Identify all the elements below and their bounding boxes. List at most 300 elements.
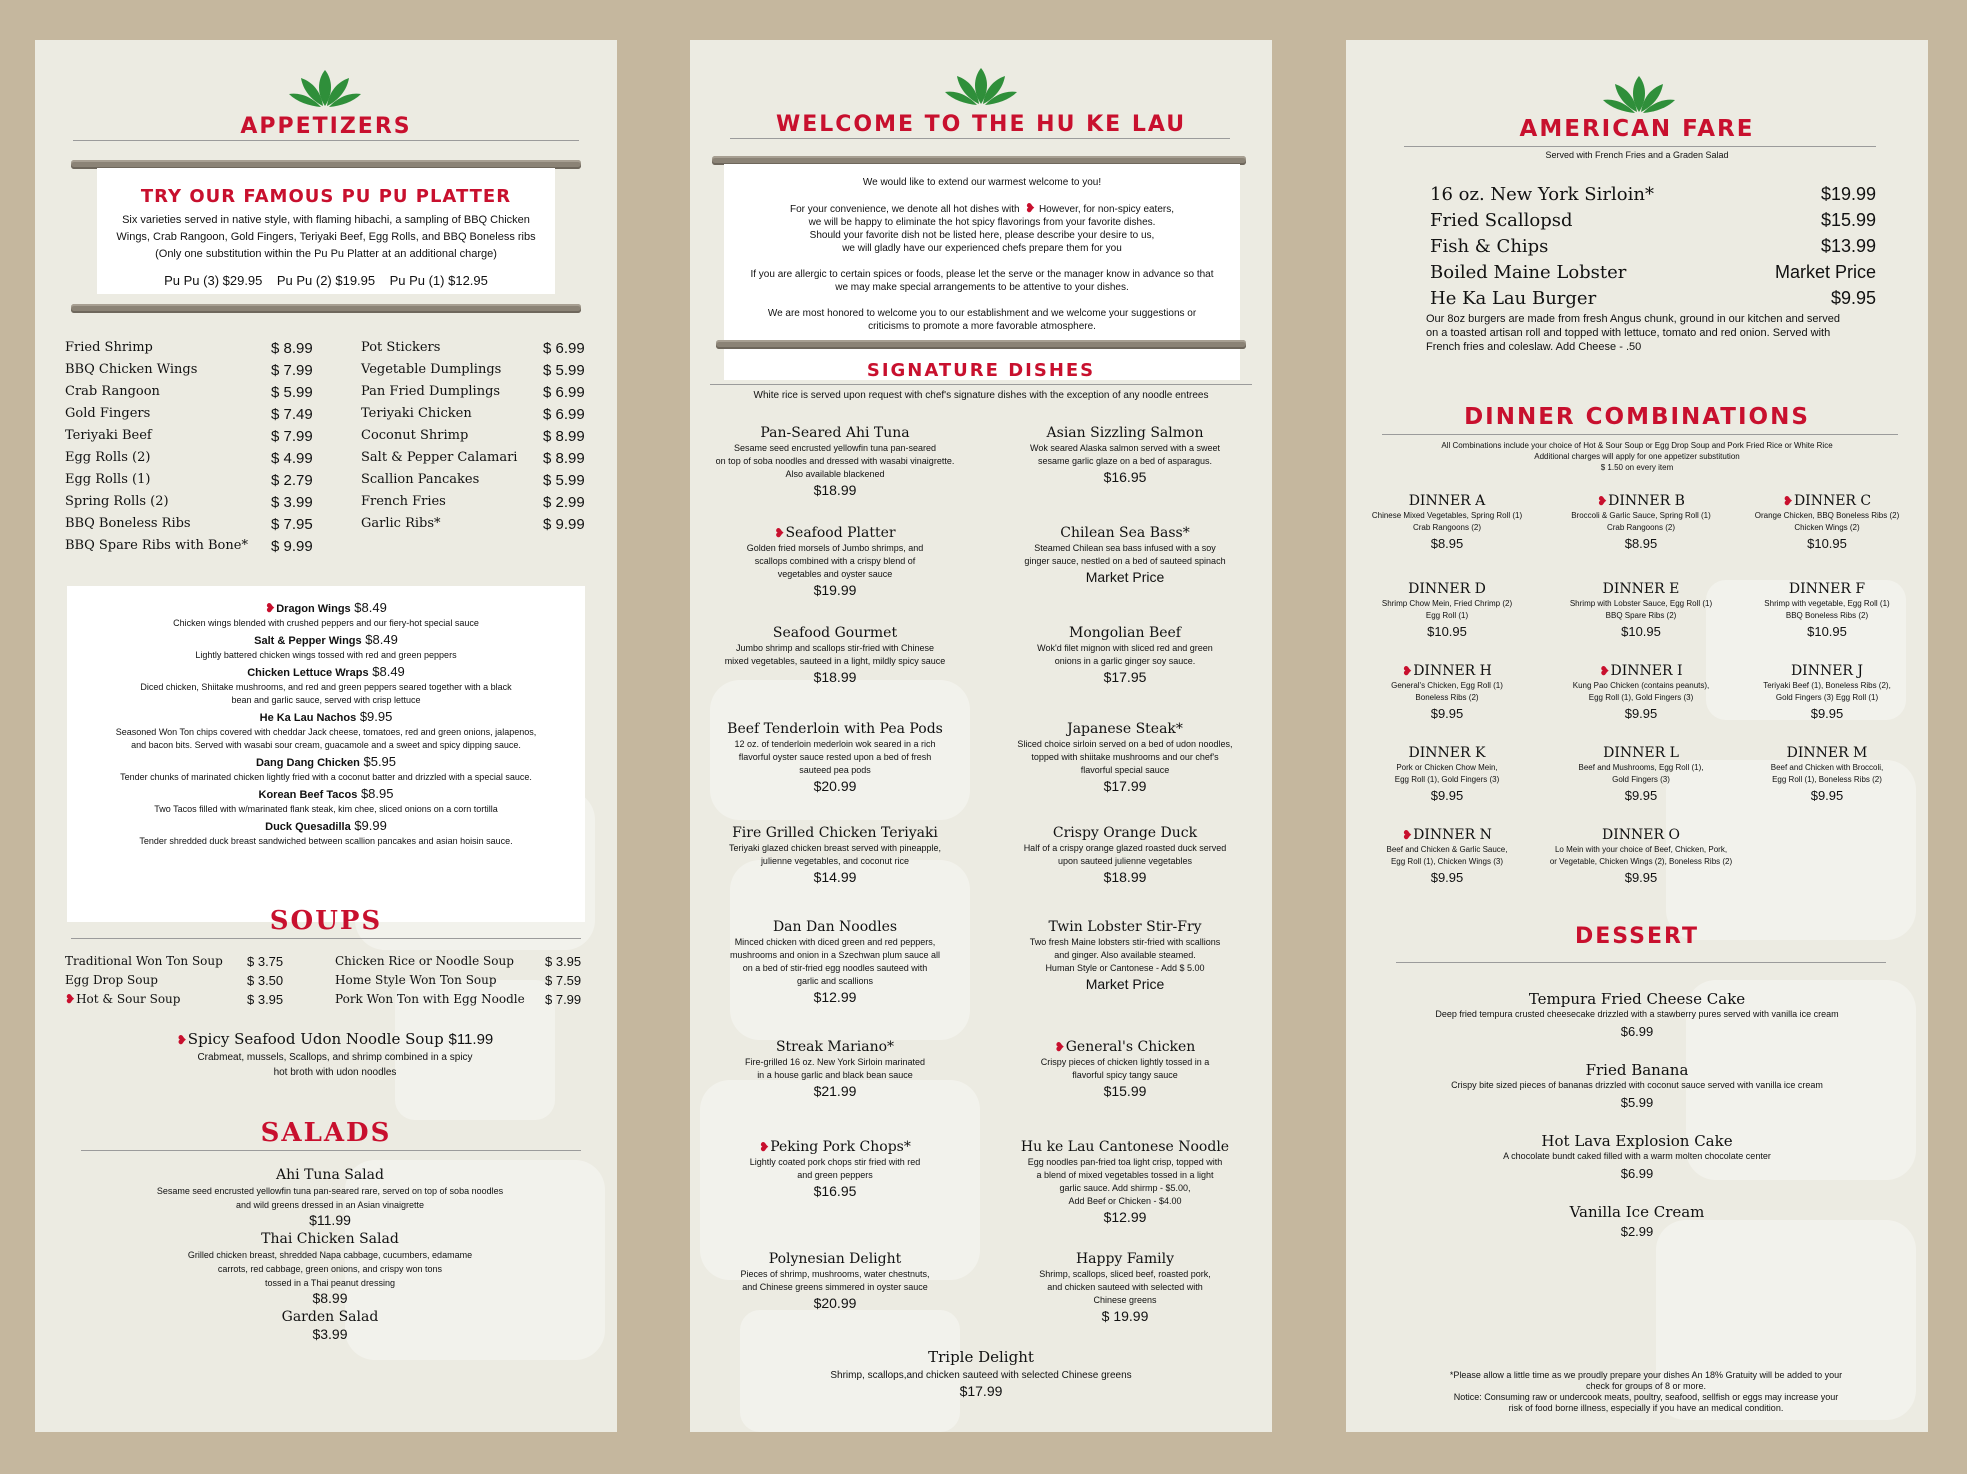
signature-dish-left <box>690 1250 980 1312</box>
dessert-price: $2.99 <box>1620 1224 1654 1239</box>
welcome-line: we will gladly have our experienced chefs prepare them for you <box>842 243 1122 254</box>
dessert-desc: A chocolate bundt caked filled with a warm molten chocolate center <box>1503 1151 1771 1161</box>
salad-name: Ahi Tuna Salad <box>276 1167 384 1183</box>
appetizer-name: Coconut Shrimp <box>361 428 469 443</box>
dish-desc: mixed vegetables, sauteed in a light, mildly spicy sauce <box>724 656 946 666</box>
chili-pepper-icon: ❥ <box>65 992 76 1006</box>
dish-desc: vegetables and oyster sauce <box>777 569 893 579</box>
divider <box>81 1150 581 1151</box>
salad-desc: carrots, red cabbage, green onions, and crispy won tons <box>217 1264 443 1274</box>
chili-pepper-icon: ❥ <box>1597 494 1608 508</box>
american-item-name: Fried Scallopsd <box>1430 210 1573 231</box>
american-item-name: Fish & Chips <box>1430 236 1549 257</box>
special-name: Dang Dang Chicken <box>255 757 360 769</box>
leaf-logo-icon <box>287 70 363 108</box>
dish-desc: onions in a garlic ginger soy sauce. <box>1054 656 1196 666</box>
footer-notice <box>1396 1370 1896 1414</box>
appetizer-name: Scallion Pancakes <box>361 472 480 487</box>
dinner-title: DINNER COMBINATIONS <box>1464 404 1810 430</box>
footer-line: risk of food borne illness, especially if you have an medical condition. <box>1508 1403 1784 1413</box>
dinner-name <box>1352 580 1542 598</box>
dessert-price: $5.99 <box>1620 1095 1654 1110</box>
dish-desc: Chinese greens <box>1093 1295 1157 1305</box>
dinner-desc: General's Chicken, Egg Roll (1) <box>1391 681 1503 690</box>
dinner-title: DINNER O <box>1602 827 1680 843</box>
dish-name <box>690 720 980 738</box>
dinner-desc: Beef and Chicken & Garlic Sauce, <box>1386 845 1508 854</box>
dinner-combo <box>1352 492 1542 554</box>
dish-desc: and ginger. Also available steamed. <box>1054 950 1196 960</box>
special-desc: Diced chicken, Shiitake mushrooms, and red and green peppers seared together with a black <box>140 682 512 692</box>
dish-desc: flavorful oyster sauce rested upon a bed of fresh <box>738 752 932 762</box>
dessert-name: Hot Lava Explosion Cake <box>1541 1132 1733 1150</box>
dish-name <box>980 424 1270 442</box>
dish-title: Seafood Platter <box>785 525 896 541</box>
dish-title: General's Chicken <box>1065 1039 1196 1055</box>
special-title <box>67 600 585 617</box>
udon-name: Spicy Seafood Udon Noodle Soup <box>187 1030 444 1048</box>
dinner-name <box>1352 826 1542 844</box>
dinner-title: DINNER M <box>1786 745 1868 761</box>
welcome-text <box>724 176 1240 333</box>
divider <box>1396 962 1886 963</box>
special-item <box>67 818 585 848</box>
triple-price: $17.99 <box>959 1383 1003 1399</box>
appetizer-name: Salt & Pepper Calamari <box>361 450 518 465</box>
dish-desc: flavorful special sauce <box>1080 765 1170 775</box>
dish-name <box>980 524 1270 542</box>
dinner-title: DINNER L <box>1603 745 1679 761</box>
american-item-name: Boiled Maine Lobster <box>1430 262 1627 283</box>
dish-name <box>690 1250 980 1268</box>
dish-desc: scallops combined with a crispy blend of <box>754 556 916 566</box>
dinner-price: $10.95 <box>1807 624 1847 639</box>
dinner-name <box>1546 580 1736 598</box>
dish-desc: Sliced choice sirloin served on a bed of udon noodles, <box>1017 739 1233 749</box>
dinner-note-line: All Combinations include your choice of Hot & Sour Soup or Egg Drop Soup and Pork Fried Rice or White Rice <box>1441 441 1833 450</box>
signature-dish-right <box>980 624 1270 686</box>
dessert-list <box>1346 990 1928 1261</box>
dish-desc: Lightly coated pork chops stir fried with red <box>749 1157 921 1167</box>
dessert-item <box>1346 1132 1928 1185</box>
chili-pepper-icon: ❥ <box>1054 1040 1065 1054</box>
dinner-desc: BBQ Boneless Ribs (2) <box>1785 611 1869 620</box>
dinner-desc: BBQ Spare Ribs (2) <box>1605 611 1677 620</box>
special-title <box>67 754 585 771</box>
dish-desc: sauteed pea pods <box>799 765 871 775</box>
dinner-combo <box>1352 662 1542 724</box>
appetizer-price: $ 2.79 <box>271 472 313 489</box>
dish-name <box>980 720 1270 738</box>
dish-name <box>690 1038 980 1056</box>
dish-price: Market Price <box>1085 569 1165 585</box>
special-price: $9.99 <box>350 818 387 833</box>
soups-title: SOUPS <box>269 906 383 936</box>
udon-desc-2: hot broth with udon noodles <box>273 1067 397 1078</box>
dish-desc: in a house garlic and black bean sauce <box>757 1070 913 1080</box>
special-price: $8.49 <box>350 600 387 615</box>
salad-price: $3.99 <box>312 1326 348 1342</box>
soup-name <box>65 954 223 968</box>
dinner-combo <box>1732 662 1922 724</box>
special-price: $8.49 <box>361 632 398 647</box>
dish-title: Hu ke Lau Cantonese Noodle <box>1020 1139 1230 1155</box>
dinner-combo <box>1732 580 1922 642</box>
appetizer-name: Gold Fingers <box>65 406 151 421</box>
dinner-price: $9.95 <box>1810 706 1844 721</box>
dinner-note-line: Additional charges will apply for one appetizer substitution <box>1534 452 1740 461</box>
american-item-price: $19.99 <box>1820 184 1876 204</box>
dish-desc: Fire-grilled 16 oz. New York Sirloin marinated <box>744 1057 926 1067</box>
welcome-line: We are most honored to welcome you to our establishment and we welcome your suggestions or <box>767 308 1197 319</box>
soup-name: Pork Won Ton with Egg Noodle <box>335 992 525 1006</box>
appetizer-name: Garlic Ribs* <box>361 516 441 531</box>
dinner-title: DINNER D <box>1408 581 1486 597</box>
appetizer-price: $ 8.99 <box>543 428 585 445</box>
chili-pepper-icon: ❥ <box>1025 201 1036 215</box>
footer-line: Notice: Consuming raw or undercook meats, poultry, seafood, sellfish or eggs may increase your <box>1453 1392 1839 1402</box>
appetizers-panel <box>35 40 617 1432</box>
salad-desc: tossed in a Thai peanut dressing <box>265 1278 395 1288</box>
special-desc: bean and garlic sauce, served with crisp lettuce <box>231 695 421 705</box>
dinner-price: $9.95 <box>1430 706 1464 721</box>
soup-price: $ 3.50 <box>247 973 284 988</box>
burger-desc-line: French fries and coleslaw. Add Cheese - .50 <box>1426 341 1642 353</box>
platter-line-2: Wings, Crab Rangoon, Gold Fingers, Teriyaki Beef, Egg Rolls, and BBQ Boneless ribs <box>116 231 536 243</box>
dish-desc: and chicken sauteed with selected with <box>1047 1282 1203 1292</box>
appetizer-price: $ 7.49 <box>271 406 313 423</box>
dish-price: $21.99 <box>813 1083 857 1099</box>
dish-desc: sesame garlic glaze on a bed of asparagus. <box>1037 456 1213 466</box>
dinner-price: $9.95 <box>1430 788 1464 803</box>
dinner-desc: Crab Rangoons (2) <box>1412 523 1482 532</box>
special-name: Salt & Pepper Wings <box>254 635 362 647</box>
dish-desc: Wok'd filet mignon with sliced red and green <box>1037 643 1213 653</box>
dish-desc: Pieces of shrimp, mushrooms, water chestnuts, <box>740 1269 930 1279</box>
soup-name <box>65 973 158 987</box>
platter-line-1: Six varieties served in native style, with flaming hibachi, a sampling of BBQ Chicken <box>122 214 530 226</box>
soup-label: Traditional Won Ton Soup <box>65 954 223 968</box>
dish-price: $12.99 <box>813 989 857 1005</box>
chili-pepper-icon: ❥ <box>1402 664 1413 678</box>
dinner-desc: Boneless Ribs (2) <box>1415 693 1479 702</box>
dinner-combo <box>1732 492 1922 554</box>
dinner-name <box>1732 580 1922 598</box>
dish-name <box>690 624 980 642</box>
appetizer-price: $ 8.99 <box>271 340 313 357</box>
triple-delight <box>690 1348 1272 1399</box>
bamboo-bar <box>71 304 581 313</box>
special-title <box>67 664 585 681</box>
dinner-desc: Shrimp Chow Mein, Fried Chrimp (2) <box>1381 599 1513 608</box>
signature-dish-right <box>980 1250 1270 1325</box>
dish-desc: 12 oz. of tenderloin mederloin wok seared in a rich <box>734 739 936 749</box>
dish-desc: Human Style or Cantonese - Add $ 5.00 <box>1045 963 1205 973</box>
dinner-name <box>1546 826 1736 844</box>
appetizer-price: $ 5.99 <box>543 362 585 379</box>
dinner-combo <box>1352 826 1542 888</box>
welcome-line <box>724 255 1240 268</box>
dish-title: Pan-Seared Ahi Tuna <box>760 425 910 441</box>
special-name: Duck Quesadilla <box>265 821 351 833</box>
chili-pepper-icon: ❥ <box>759 1140 770 1154</box>
special-name: Chicken Lettuce Wraps <box>247 667 369 679</box>
welcome-line <box>724 202 1240 216</box>
dinner-desc: Lo Mein with your choice of Beef, Chicken, Pork, <box>1554 845 1728 854</box>
dinner-price: $9.95 <box>1624 870 1658 885</box>
american-note: Served with French Fries and a Graden Salad <box>1545 150 1729 160</box>
dish-name <box>980 624 1270 642</box>
divider <box>1404 146 1876 147</box>
dinner-name <box>1546 744 1736 762</box>
salad-price: $11.99 <box>309 1212 351 1228</box>
dinner-combo <box>1546 662 1736 724</box>
soup-price: $ 3.75 <box>247 954 284 969</box>
platter-title: TRY OUR FAMOUS PU PU PLATTER <box>140 186 512 207</box>
signature-dish-left <box>690 720 980 795</box>
special-price: $9.95 <box>356 709 393 724</box>
dish-desc: on a bed of stir-fried egg noodles sauteed with <box>742 963 928 973</box>
dessert-item <box>1346 1203 1928 1243</box>
leaf-logo-icon <box>943 68 1019 106</box>
dish-title: Crispy Orange Duck <box>1052 825 1198 841</box>
dessert-name: Fried Banana <box>1585 1061 1689 1079</box>
salad-desc: Grilled chicken breast, shredded Napa cabbage, cucumbers, edamame <box>187 1250 473 1260</box>
appetizer-price: $ 7.95 <box>271 516 313 533</box>
salad-desc: and wild greens dressed in an Asian vinaigrette <box>235 1200 425 1210</box>
dish-name <box>980 1038 1270 1056</box>
signature-dish-right <box>980 1138 1270 1226</box>
special-price: $5.95 <box>359 754 397 769</box>
dish-price: $20.99 <box>813 1295 857 1311</box>
dish-desc: and Chinese greens simmered in oyster sauce <box>742 1282 928 1292</box>
american-title: AMERICAN FARE <box>1519 116 1755 142</box>
dish-price: Market Price <box>1085 976 1165 992</box>
dish-desc: Half of a crispy orange glazed roasted duck served <box>1023 843 1227 853</box>
american-item-price: $13.99 <box>1820 236 1876 256</box>
dinner-desc: Chinese Mixed Vegetables, Spring Roll (1) <box>1371 511 1523 520</box>
appetizer-name: Fried Shrimp <box>65 340 153 355</box>
dish-price: $14.99 <box>813 869 857 885</box>
dinner-name <box>1352 662 1542 680</box>
dinner-title: DINNER A <box>1408 493 1486 509</box>
dessert-name: Tempura Fried Cheese Cake <box>1528 990 1746 1008</box>
soup-price: $ 3.95 <box>545 954 582 969</box>
dish-desc: Steamed Chilean sea bass infused with a soy <box>1034 543 1216 553</box>
special-item <box>67 632 585 662</box>
chili-pepper-icon: ❥ <box>1599 664 1610 678</box>
appetizer-price: $ 2.99 <box>543 494 585 511</box>
dish-desc: Golden fried morsels of Jumbo shrimps, and <box>746 543 924 553</box>
dish-title: Fire Grilled Chicken Teriyaki <box>732 825 938 841</box>
appetizer-price: $ 6.99 <box>543 406 585 423</box>
dish-desc: upon sauteed julienne vegetables <box>1057 856 1193 866</box>
chili-pepper-icon: ❥ <box>1782 494 1793 508</box>
appetizer-name: BBQ Chicken Wings <box>65 362 198 377</box>
special-desc: and bacon bits. Served with wasabi sour cream, guacamole and a sweet and spicy dipping sauce. <box>131 740 521 750</box>
dessert-price: $6.99 <box>1620 1166 1654 1181</box>
dessert-item <box>1346 1061 1928 1114</box>
salad-name: Garden Salad <box>281 1309 379 1325</box>
special-price: $8.49 <box>368 664 405 679</box>
dinner-desc: Shrimp with vegetable, Egg Roll (1) <box>1764 599 1890 608</box>
dinner-price: $10.95 <box>1621 624 1661 639</box>
dish-title: Dan Dan Noodles <box>772 919 898 935</box>
appetizer-name: Egg Rolls (1) <box>65 472 151 487</box>
dish-desc: Wok seared Alaska salmon served with a sweet <box>1030 443 1220 453</box>
soup-label: Hot & Sour Soup <box>76 992 181 1006</box>
dessert-desc: Deep fried tempura crusted cheesecake drizzled with a stawberry pures served with vanilla ice cream <box>1435 1009 1839 1019</box>
appetizer-name: French Fries <box>361 494 446 509</box>
divider <box>710 384 1252 385</box>
dinner-desc: Egg Roll (1), Boneless Ribs (2) <box>1772 775 1882 784</box>
dish-price: $18.99 <box>813 669 857 685</box>
udon-item <box>95 1030 575 1079</box>
special-desc: Tender chunks of marinated chicken lightly fried with a coconut batter and drizzled with a special sauce. <box>120 772 532 782</box>
dish-title: Mongolian Beef <box>1069 625 1181 641</box>
salad-desc: Sesame seed encrusted yellowfin tuna pan-seared rare, served on top of soba noodles <box>156 1186 504 1196</box>
welcome-line: We would like to extend our warmest welcome to you! <box>862 177 1102 188</box>
special-desc: Seasoned Won Ton chips covered with cheddar Jack cheese, tomatoes, red and green onions, jalapenos, <box>115 727 537 737</box>
welcome-line: If you are allergic to certain spices or foods, please let the serve or the manager know in advance so that <box>750 269 1214 280</box>
special-price: $8.95 <box>357 786 394 801</box>
special-title <box>67 709 585 726</box>
dish-desc: Add Beef or Chicken - $4.00 <box>1068 1196 1182 1206</box>
dish-price: $16.95 <box>813 1183 857 1199</box>
dinner-name <box>1732 662 1922 680</box>
welcome-panel <box>690 40 1272 1432</box>
special-item <box>67 600 585 630</box>
chili-pepper-icon: ❥ <box>774 526 785 540</box>
dinner-name <box>1352 744 1542 762</box>
dish-desc: Minced chicken with diced green and red peppers, <box>734 937 936 947</box>
appetizer-name: Pot Stickers <box>361 340 441 355</box>
dinner-desc: Pork or Chicken Chow Mein, <box>1396 763 1498 772</box>
special-desc: Two Tacos filled with w/marinated flank steak, kim chee, sliced onions on a corn tortilla <box>154 804 498 814</box>
dinner-combo <box>1732 744 1922 806</box>
chili-pepper-icon: ❥ <box>265 601 276 615</box>
dish-desc: flavorful spicy tangy sauce <box>1072 1070 1178 1080</box>
divider <box>1382 434 1898 435</box>
dish-desc: topped with shiitake mushrooms and our chef's <box>1031 752 1219 762</box>
dinner-desc: Chicken Wings (2) <box>1794 523 1860 532</box>
signature-dish-left <box>690 524 980 599</box>
dinner-price: $8.95 <box>1624 536 1658 551</box>
dinner-name <box>1732 492 1922 510</box>
dinner-desc: Teriyaki Beef (1), Boneless Ribs (2), <box>1763 681 1891 690</box>
salad-item <box>65 1230 595 1307</box>
special-name: He Ka Lau Nachos <box>259 712 357 724</box>
platter-prices: Pu Pu (3) $29.95 Pu Pu (2) $19.95 Pu Pu (1) $12.95 <box>164 273 488 288</box>
appetizer-price: $ 4.99 <box>271 450 313 467</box>
dish-name <box>690 918 980 936</box>
dinner-price: $10.95 <box>1427 624 1467 639</box>
appetizer-name: Pan Fried Dumplings <box>361 384 501 399</box>
dinner-desc: Gold Fingers (3) Egg Roll (1) <box>1775 693 1879 702</box>
dinner-desc: Crab Rangoons (2) <box>1606 523 1676 532</box>
american-fare-panel <box>1346 40 1928 1432</box>
dish-price: $12.99 <box>1103 1209 1147 1225</box>
signature-dish-left <box>690 424 980 499</box>
appetizer-price: $ 7.99 <box>271 428 313 445</box>
appetizer-name: Teriyaki Chicken <box>361 406 472 421</box>
welcome-text-part: For your convenience, we denote all hot dishes with <box>789 204 1026 215</box>
salad-item <box>65 1166 595 1229</box>
signature-title: SIGNATURE DISHES <box>866 360 1096 381</box>
footer-line: *Please allow a little time as we proudly prepare your dishes An 18% Gratuity will be added to your <box>1449 1370 1843 1380</box>
chili-pepper-icon: ❥ <box>176 1033 187 1047</box>
dinner-combo <box>1546 826 1736 888</box>
signature-dish-left <box>690 624 980 686</box>
appetizers-title: APPETIZERS <box>240 114 412 139</box>
triple-desc: Shrimp, scallops,and chicken sauteed with selected Chinese greens <box>830 1370 1132 1381</box>
dessert-desc: Crispy bite sized pieces of bananas drizzled with coconut sauce served with vanilla ice cream <box>1451 1080 1823 1090</box>
signature-dish-right <box>980 824 1270 886</box>
divider <box>71 938 581 939</box>
dish-desc: garlic and scallions <box>796 976 874 986</box>
american-item-price: Market Price <box>1774 262 1876 282</box>
welcome-line: we will be happy to eliminate the hot spicy flavorings from your favorite dishes. <box>808 217 1156 228</box>
dinner-name <box>1732 744 1922 762</box>
signature-dish-right <box>980 720 1270 795</box>
dinner-desc: Broccoli & Garlic Sauce, Spring Roll (1) <box>1571 511 1711 520</box>
dish-price: $ 19.99 <box>1101 1308 1149 1324</box>
dish-desc: garlic sauce. Add shirmp - $5.00, <box>1059 1183 1191 1193</box>
dish-desc: Crispy pieces of chicken lightly tossed in a <box>1040 1057 1210 1067</box>
appetizer-price: $ 9.99 <box>271 538 313 555</box>
signature-dish-right <box>980 1038 1270 1100</box>
soup-name <box>65 992 180 1006</box>
appetizer-name: Teriyaki Beef <box>65 428 152 443</box>
dinner-desc: Gold Fingers (3) <box>1612 775 1670 784</box>
soup-label: Egg Drop Soup <box>65 973 158 987</box>
dinner-desc: Egg Roll (1), Gold Fingers (3) <box>1394 775 1500 784</box>
footer-line: check for groups of 8 or more. <box>1585 1381 1707 1391</box>
appetizer-price: $ 6.99 <box>543 340 585 357</box>
signature-dish-left <box>690 1138 980 1200</box>
dish-desc: Shrimp, scallops, sliced beef, roasted pork, <box>1039 1269 1211 1279</box>
salads-list <box>65 1166 595 1344</box>
dish-name <box>980 824 1270 842</box>
udon-desc: Crabmeat, mussels, Scallops, and shrimp combined in a spicy <box>197 1052 473 1063</box>
special-title <box>67 632 585 649</box>
dessert-name: Vanilla Ice Cream <box>1569 1203 1705 1221</box>
dish-title: Japanese Steak* <box>1067 721 1183 737</box>
dish-title: Asian Sizzling Salmon <box>1046 425 1204 441</box>
dinner-desc: Egg Roll (1), Gold Fingers (3) <box>1588 693 1694 702</box>
appetizer-price: $ 5.99 <box>543 472 585 489</box>
special-title <box>67 818 585 835</box>
american-item-price: $9.95 <box>1830 288 1876 308</box>
platter-line-3: (Only one substitution within the Pu Pu Platter at an additional charge) <box>155 248 497 260</box>
dessert-title: DESSERT <box>1575 924 1699 949</box>
special-desc: Tender shredded duck breast sandwiched between scallion pancakes and asian hoisin sauce. <box>139 836 513 846</box>
signature-note: White rice is served upon request with chef's signature dishes with the exception of any noodle entrees <box>753 390 1209 401</box>
signature-dish-left <box>690 918 980 1006</box>
dish-title: Seafood Gourmet <box>772 625 898 641</box>
dinner-title: DINNER H <box>1413 663 1492 679</box>
dinner-desc: or Vegetable, Chicken Wings (2), Boneless Ribs (2) <box>1549 857 1733 866</box>
dish-title: Peking Pork Chops* <box>770 1139 911 1155</box>
dessert-item <box>1346 990 1928 1043</box>
dish-name <box>980 1250 1270 1268</box>
dish-title: Beef Tenderloin with Pea Pods <box>727 721 943 737</box>
dessert-price: $6.99 <box>1620 1024 1654 1039</box>
dinner-price: $9.95 <box>1810 788 1844 803</box>
welcome-line: Should your favorite dish not be listed here, please describe your desire to us, <box>809 230 1155 241</box>
dish-desc: mushrooms and onion in a Szechwan plum sauce all <box>729 950 941 960</box>
dinner-title: DINNER B <box>1608 493 1685 509</box>
